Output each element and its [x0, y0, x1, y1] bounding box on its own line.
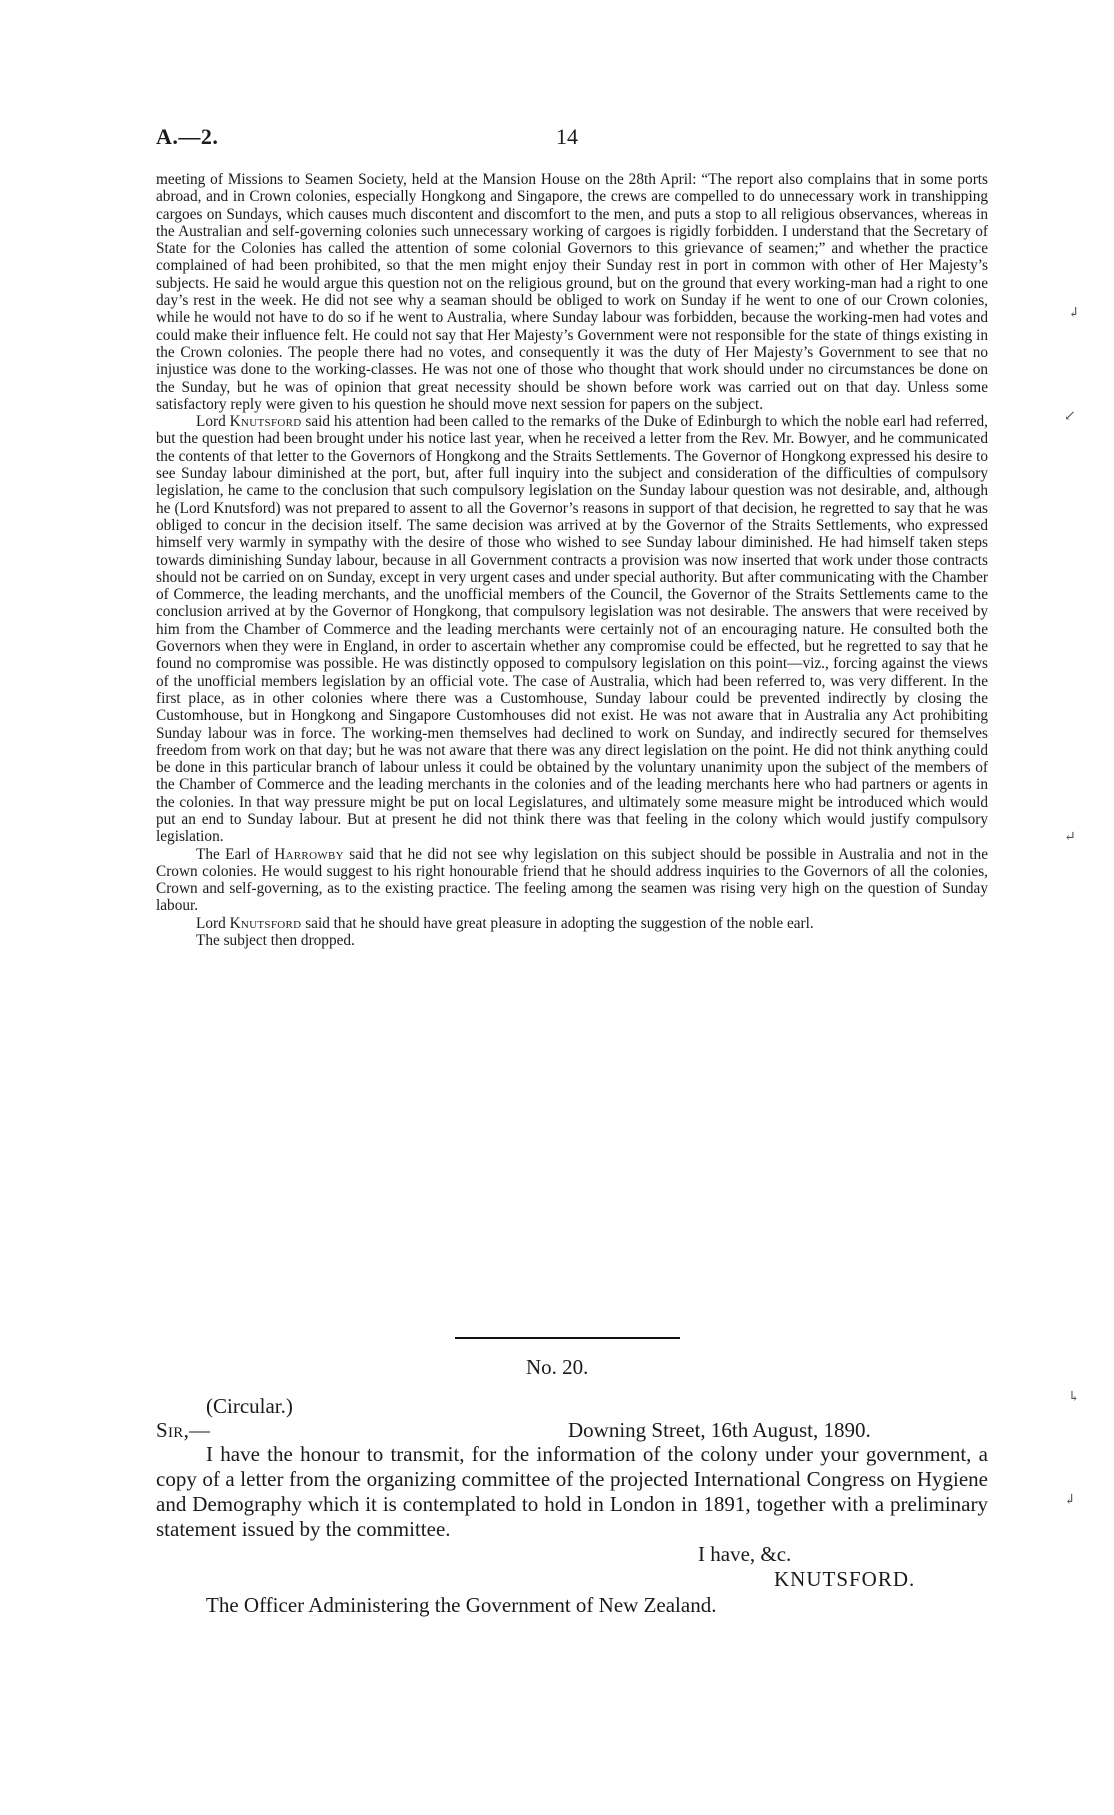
paragraph-text: said that he should have great pleasure in adopting the suggestion of the noble earl.	[301, 914, 814, 932]
section-divider	[455, 1337, 680, 1339]
paragraph-text: The subject then dropped.	[196, 932, 355, 950]
letter-body: I have the honour to transmit, for the information of the colony under your government, a copy of a letter from the organizing committee of the projected International Congress on Hygiene and Demography which it is contemplated to hold in London in 1891, together with a preliminary statement issued by the committee.	[156, 1442, 988, 1541]
paragraph-text: Lord	[196, 413, 230, 431]
body-paragraph	[156, 915, 988, 932]
document-reference: A.—2.	[156, 124, 219, 149]
margin-mark: ↙	[1064, 409, 1076, 424]
body-paragraph	[156, 413, 988, 845]
body-text	[156, 171, 988, 949]
speaker-name: Knutsford	[229, 413, 302, 431]
page-number: 14	[556, 124, 578, 149]
speaker-name: Knutsford	[229, 914, 302, 932]
body-paragraph	[156, 932, 988, 949]
paragraph-text: said his attention had been called to the remarks of the Duke of Edinburgh to which the noble earl had referred, but the question had been brought under his notice last year, when he received a letter from the Rev. Mr. Bowyer, and he communicated the contents of that letter to the Governors of Hongkong and the Straits Settlements. The Governor of Hongkong expressed his desire to see Sunday labour diminished at the port, but, after full inquiry into the subject and consideration of the difficulties of compulsory legislation, he came to the conclusion that such compulsory legislation on the Sunday labour question was not desirable, and, although he (Lord Knutsford) was not prepared to assent to all the Governor’s reasons in support of that decision, he regretted to say that he was obliged to concur in the decision itself. The same decision was arrived at by the Governor of the Straits Settlements, who expressed himself very warmly in sympathy with the desire of those who wished to see Sunday labour diminished. He had himself taken steps towards diminishing Sunday labour, because in all Government contracts a provision was now inserted that work under those contracts should not be carried on on Sunday, except in very urgent cases and under special authority. But after communicating with the Chamber of Commerce, the leading merchants, and the unofficial members of the Council, the Governor of the Straits Settlements came to the conclusion arrived at by the Governor of Hongkong, that compulsory legislation was not desirable. The answers that were received by him from the Chamber of Commerce and the leading merchants were certainly not of an encouraging nature. He consulted both the Governors when they were in England, in order to ascertain whether any compromise could be effected, but he regretted to say that he found no compromise was possible. He was distinctly opposed to compulsory legislation on this point—viz., forcing against the views of the unofficial members legislation by an official vote. The case of Australia, which had been referred to, was very different. In the first place, as in other colonies where there was a Customhouse, Sunday labour could be prevented indirectly by closing the Customhouse, but in Hongkong and Singapore Customhouses did not exist. He was not aware that in Australia any Act prohibiting Sunday labour was in force. The working-men themselves had declined to work on Sunday, and indirectly secured for themselves freedom from work on that day; but he was not aware that there was any direct legislation on the point. He did not think anything could be done in this particular branch of labour unless it could be obtained by the voluntary unanimity upon the subject of the members of the Chamber of Commerce and the leading merchants in the colonies and of the leading merchants here who had partners or agents in the colonies. In that way pressure might be put on local Legislatures, and ultimately some measure might be introduced which would put an end to Sunday labour. But at present he did not think there was that feeling in the colony which would justify compulsory legislation.	[156, 413, 989, 846]
letter-closing: I have, &c.	[698, 1542, 792, 1566]
margin-mark: ↲	[1064, 1493, 1076, 1508]
margin-mark: ↵	[1064, 830, 1076, 845]
paragraph-text: meeting of Missions to Seamen Society, held at the Mansion House on the 28th April: “The report also complains that in some ports abroad, and in Crown colonies, especially Hongkong and Singapore, the crews are compelled to do unnecessary work in transhipping cargoes on Sundays, which causes much discontent and discomfort to the men, and puts a stop to all religious observances, whereas in the Australian and self-governing colonies such unnecessary working of cargoes is rigidly forbidden. I understand that the Secretary of State for the Colonies has called the attention of some colonial Governors to this grievance of seamen;” and whether the practice complained of had been prohibited, so that the men might enjoy their Sunday rest in port in common with other of Her Majesty’s subjects. He said he would argue this question not on the religious ground, but on the ground that every working-man had a right to one day’s rest in the week. He did not see why a seaman should be obliged to work on Sunday if he went to one of our Crown colonies, while he would not have to do so if he went to Australia, where Sunday labour was forbidden, because the working-men had votes and could make their influence felt. He could not say that Her Majesty’s Government were not responsible for the state of things existing in the Crown colonies. The people there had no votes, and consequently it was the duty of Her Majesty’s Government to see that no injustice was done to the working-classes. He was not one of those who thought that work should under no circumstances be done on the Sunday, but he was of opinion that great necessity should be shown before work was carried out on that day. Unless some satisfactory reply were given to his question he should move next session for papers on the subject.	[156, 171, 988, 413]
body-paragraph	[156, 846, 988, 915]
letter-salutation	[156, 1418, 210, 1443]
letter-number: No. 20.	[526, 1355, 589, 1379]
letter-addressee: The Officer Administering the Government of New Zealand.	[206, 1593, 717, 1617]
page-header	[156, 124, 988, 156]
speaker-name: Harrowby	[274, 845, 344, 863]
margin-mark: ↳	[1068, 1390, 1080, 1405]
paragraph-text: The Earl of	[196, 845, 275, 863]
salutation-text: Sir,—	[156, 1418, 211, 1442]
paragraph-text: Lord	[196, 914, 230, 932]
letter-address-date: Downing Street, 16th August, 1890.	[568, 1418, 871, 1442]
letter-circular-label: (Circular.)	[206, 1394, 293, 1418]
letter-signature: KNUTSFORD.	[774, 1567, 916, 1591]
margin-mark: ↲	[1068, 306, 1080, 321]
paragraph-text: said that he did not see why legislation on this subject should be possible in Australia and not in the Crown colonies. He would suggest to his right honourable friend that he should address inquiries to the Governors of all the colonies, Crown and self-governing, as to the existing practice. The feeling among the seamen was rising very high on the question of Sunday labour.	[156, 845, 988, 915]
body-paragraph	[156, 171, 988, 413]
